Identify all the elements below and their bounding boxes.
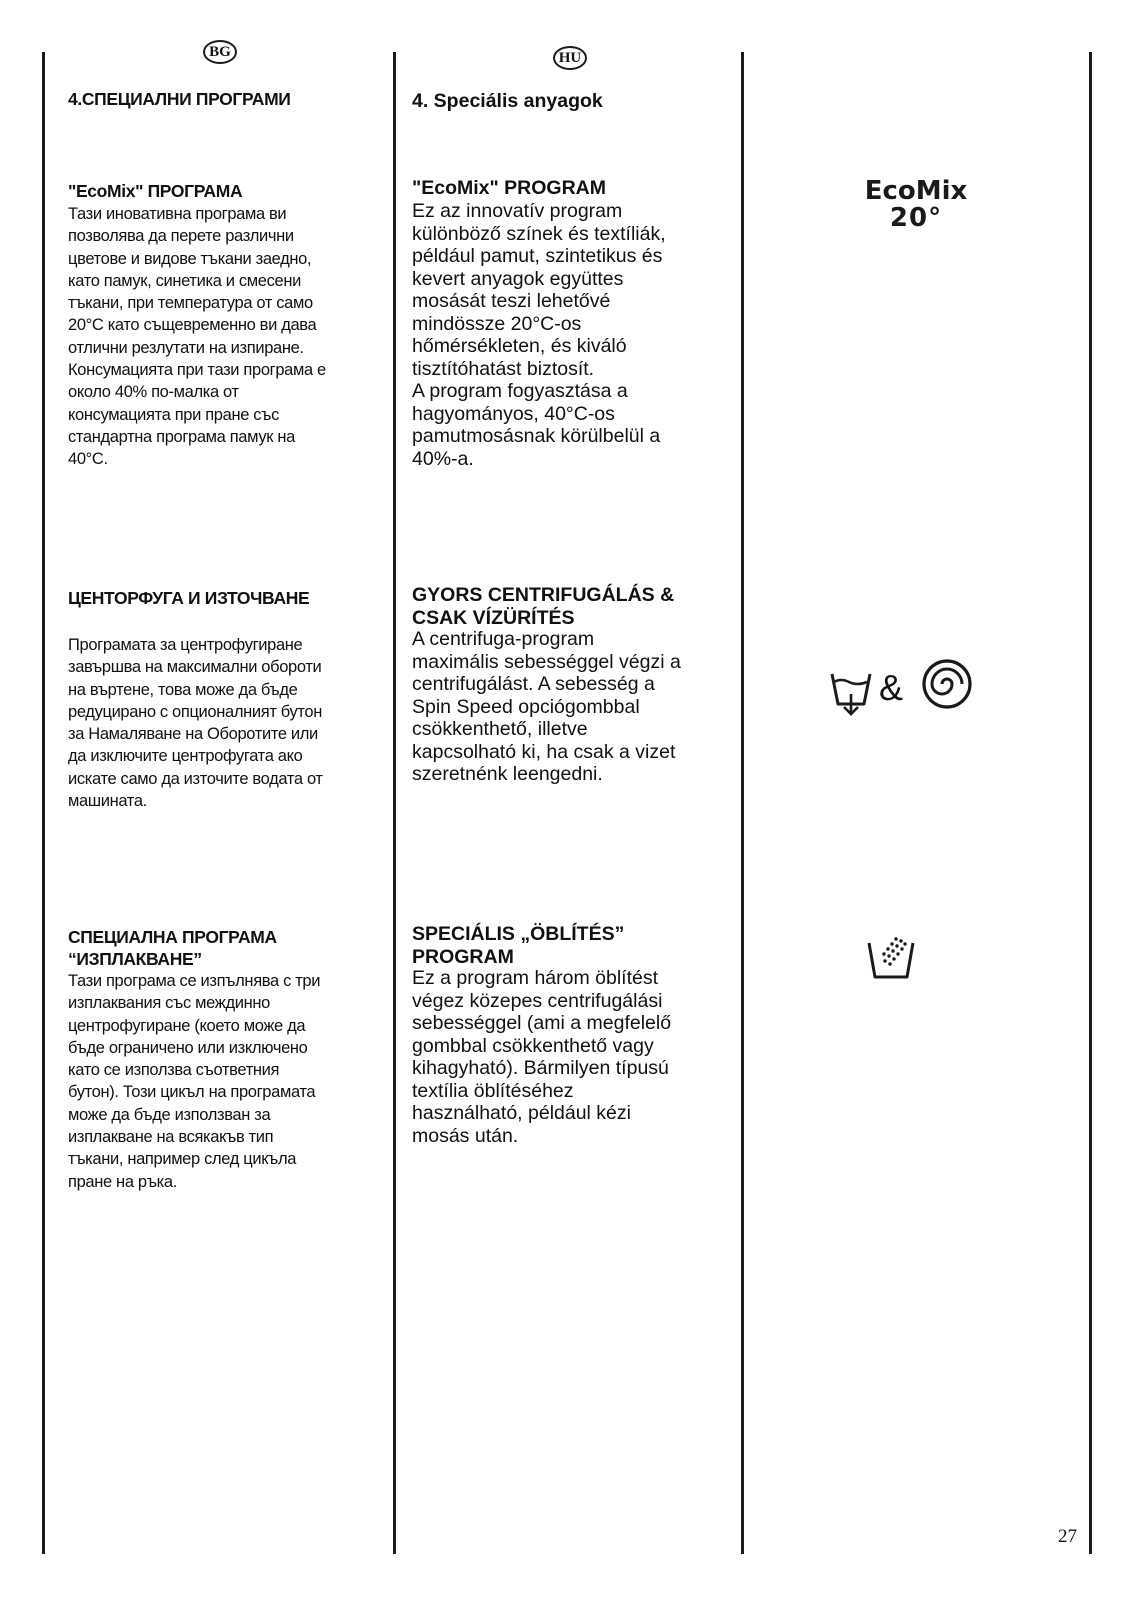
hu-spin-body: A centrifuga-program maximális sebességgel végzi a centrifugálást. A sebesség a Spin Speed opciógombbal csökkenthető, illetve kapcsolható ki, ha csak a vizet szeretnénk leengedni. xyxy=(412,628,681,785)
ecomix-temperature: 20° xyxy=(889,203,943,233)
column-divider-middle xyxy=(393,52,396,1554)
bg-section-title: 4.СПЕЦИАЛНИ ПРОГРАМИ xyxy=(68,89,291,109)
hu-rinse-body: Ez a program három öblítést végez közepes centrifugálási sebességgel (ami a megfelelő gombbal csökkenthető vagy kihagyható). Bármilyen típusú textília öblítéséhez használható, például kézi mosás után. xyxy=(412,967,672,1147)
bg-rinse-body: Тази програма се изпълнява с три изплаквания със междинно центрофугиране (което може да бъде ограничено или изключено като се използва съответния бутон). Този цикъл на програмата може да бъде използван за изплакване на всякакъв тип тъкани, например след цикъла пране на ръка. xyxy=(68,972,321,1191)
hu-spin-heading: GYORS CENTRIFUGÁLÁS & CSAK VÍZÜRÍTÉS xyxy=(412,584,675,629)
hu-rinse-heading: SPECIÁLIS „ÖBLÍTÉS” PROGRAM xyxy=(412,923,625,968)
ecomix-label: EcoMix xyxy=(864,176,968,206)
bg-ecomix-body: Тази иновативна програма ви позволява да перете различни цветове и видове тъкани заедно, като памук, синетика и смесени тъкани, при температура от само 20°С като същевременно ви дава отлични резлутати на изпиране. Консумацията при тази програма е около 40% по-малка от консумацията при пране със стандартна програма памук на 40°С. xyxy=(68,205,326,469)
hu-section-title: 4. Speciális anyagok xyxy=(412,90,603,112)
column-divider-right xyxy=(741,52,744,1554)
bg-spin-body: Програмата за центрофугиране завършва на максимални обороти на въртене, това може да бъде редуцирано с опционалният бутон за Намаляване на Оборотите или да изключите центрофугата ако искате само да източите водата от машината. xyxy=(68,636,323,811)
rinse-icon xyxy=(866,935,916,983)
page-number: 27 xyxy=(1058,1526,1077,1547)
column-divider-left xyxy=(42,52,45,1554)
drain-icon xyxy=(829,670,873,720)
ecomix-20-icon xyxy=(846,178,986,232)
spin-drain-icon-group xyxy=(829,664,979,726)
column-divider-far-right xyxy=(1089,52,1092,1554)
language-badge-bg: BG xyxy=(203,40,237,64)
spin-icon xyxy=(921,658,973,710)
bg-spin-heading: ЦЕНТОРФУГА И ИЗТОЧВАНЕ xyxy=(68,588,310,608)
ampersand: & xyxy=(879,667,904,708)
bg-ecomix-heading: "EcoMix" ПРОГРАМА xyxy=(68,181,243,201)
hu-ecomix-body: Ez az innovatív program különböző színek és textíliák, például pamut, szintetikus és kevert anyagok együttes mosását teszi lehetővé mindössze 20°C-os hőmérsékleten, és kiváló tisztítóhatást biztosít. A program fogyasztása a hagyományos, 40°C-os pamutmosásnak körülbelül a 40%-a. xyxy=(412,200,666,470)
bg-rinse-heading: СПЕЦИАЛНА ПРОГРАМА “ИЗПЛАКВАНЕ” xyxy=(68,927,277,970)
language-badge-hu: HU xyxy=(553,46,587,70)
hu-ecomix-heading: "EcoMix" PROGRAM xyxy=(412,177,607,199)
